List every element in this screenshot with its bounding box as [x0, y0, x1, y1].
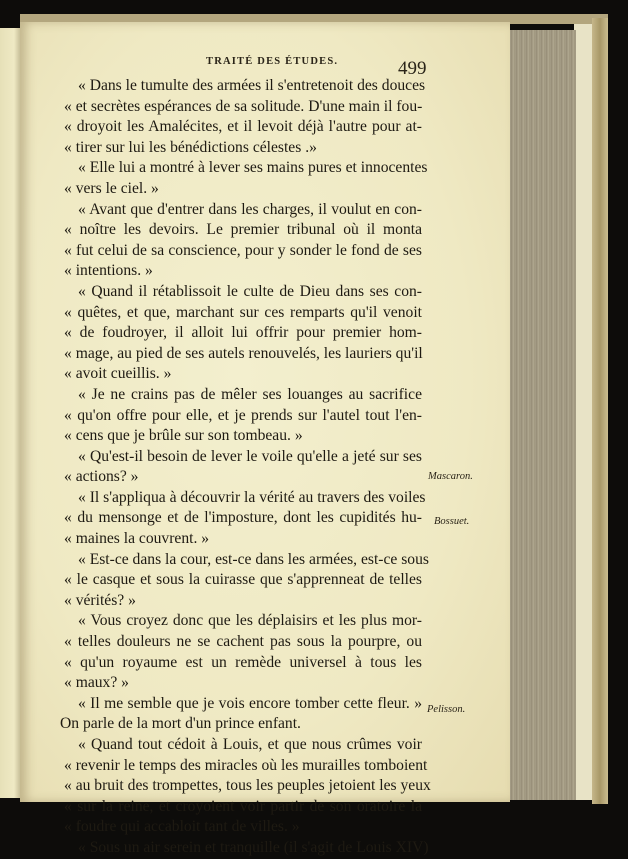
body-text	[60, 76, 431, 859]
margin-note-pelisson: Pelisson.	[427, 704, 466, 715]
text-line: « au bruit des trompettes, tous les peuples jetoient les yeux	[64, 777, 431, 795]
text-line: « noître les devoirs. Le premier tribunal où il monta	[64, 221, 422, 239]
text-line: « Elle lui a montré à lever ses mains pures et innocentes	[78, 159, 428, 177]
text-line: « quêtes, et que, marchant sur ces remparts qu'il venoit	[64, 303, 422, 321]
text-line: On parle de la mort d'un prince enfant.	[60, 715, 301, 733]
text-line: « Je ne crains pas de mêler ses louanges au sacrifice	[78, 385, 422, 403]
text-line: « foudre qui accabloit tant de villes. »	[64, 818, 300, 836]
text-line: « Est-ce dans la cour, est-ce dans les armées, est-ce sous	[78, 550, 429, 568]
text-line: « Qu'est-il besoin de lever le voile qu'elle a jeté sur ses	[78, 447, 422, 465]
text-line: « Sous un air serein et tranquille (il s'agit de Louis XIV)	[78, 838, 429, 856]
text-line: « Avant que d'entrer dans les charges, il voulut en con-	[78, 200, 422, 218]
text-line: « qu'un royaume est un remède universel à tous les	[64, 653, 422, 671]
text-line: « vers le ciel. »	[64, 179, 159, 197]
text-line: « actions? »	[64, 468, 139, 486]
margin-note-bossuet: Bossuet.	[434, 516, 470, 527]
text-line: « mage, au pied de ses autels renouvelés, les lauriers qu'il	[64, 344, 423, 362]
text-line: « revenir le temps des miracles où les murailles tomboient	[64, 756, 428, 774]
facing-page-edge	[0, 28, 20, 798]
text-line: « Dans le tumulte des armées il s'entretenoit des douces	[78, 77, 426, 94]
book-cover-edge	[592, 18, 608, 804]
text-line: « cens que je brûle sur son tombeau. »	[64, 427, 303, 445]
text-line: « du mensonge et de l'imposture, dont les cupidités hu-	[64, 509, 422, 527]
text-line: « droyoit les Amalécites, et il levoit déjà l'autre pour at-	[64, 118, 422, 136]
text-line: « telles douleurs ne se cachent pas sous la pourpre, ou	[64, 633, 422, 651]
text-line: « qu'on offre pour elle, et je prends sur l'autel tout l'en-	[64, 406, 422, 424]
text-line: « Quand tout cédoit à Louis, et que nous crûmes voir	[78, 736, 422, 753]
text-line: « vérités? »	[64, 591, 136, 609]
text-line: « maines la couvrent. »	[64, 530, 210, 548]
text-line: « intentions. »	[64, 262, 153, 280]
running-title: TRAITÉ DES ÉTUDES.	[206, 56, 339, 67]
text-line: « Vous croyez donc que les déplaisirs et les plus mor-	[78, 612, 422, 630]
margin-note-mascaron: Mascaron.	[428, 471, 473, 482]
text-line: « et secrètes espérances de sa solitude. D'une main il fou-	[64, 97, 423, 115]
page-block-edge-light	[574, 24, 592, 800]
text-line: « tirer sur lui les bénédictions célestes .»	[64, 138, 317, 156]
text-line: « de foudroyer, il alloit lui offrir pour premier hom-	[64, 324, 422, 342]
text-line: « sur la reine, et croyoient voir partir de son oratoire la	[64, 797, 422, 815]
text-line: « Quand il rétablissoit le culte de Dieu dans ses con-	[78, 282, 422, 300]
text-line: « avoit cueillis. »	[64, 365, 172, 383]
text-line: « maux? »	[64, 674, 129, 692]
text-line: « fut celui de sa conscience, pour y sonder le fond de ses	[64, 241, 422, 259]
page-block-edges	[508, 30, 576, 800]
page-number: 499	[398, 58, 427, 79]
text-line: « Il s'appliqua à découvrir la vérité au travers des voiles	[78, 488, 426, 506]
text-line: « Il me semble que je vois encore tomber cette fleur. »	[78, 694, 422, 712]
text-line: « le casque et sous la cuirasse que s'apprenneat de telles	[64, 571, 422, 589]
